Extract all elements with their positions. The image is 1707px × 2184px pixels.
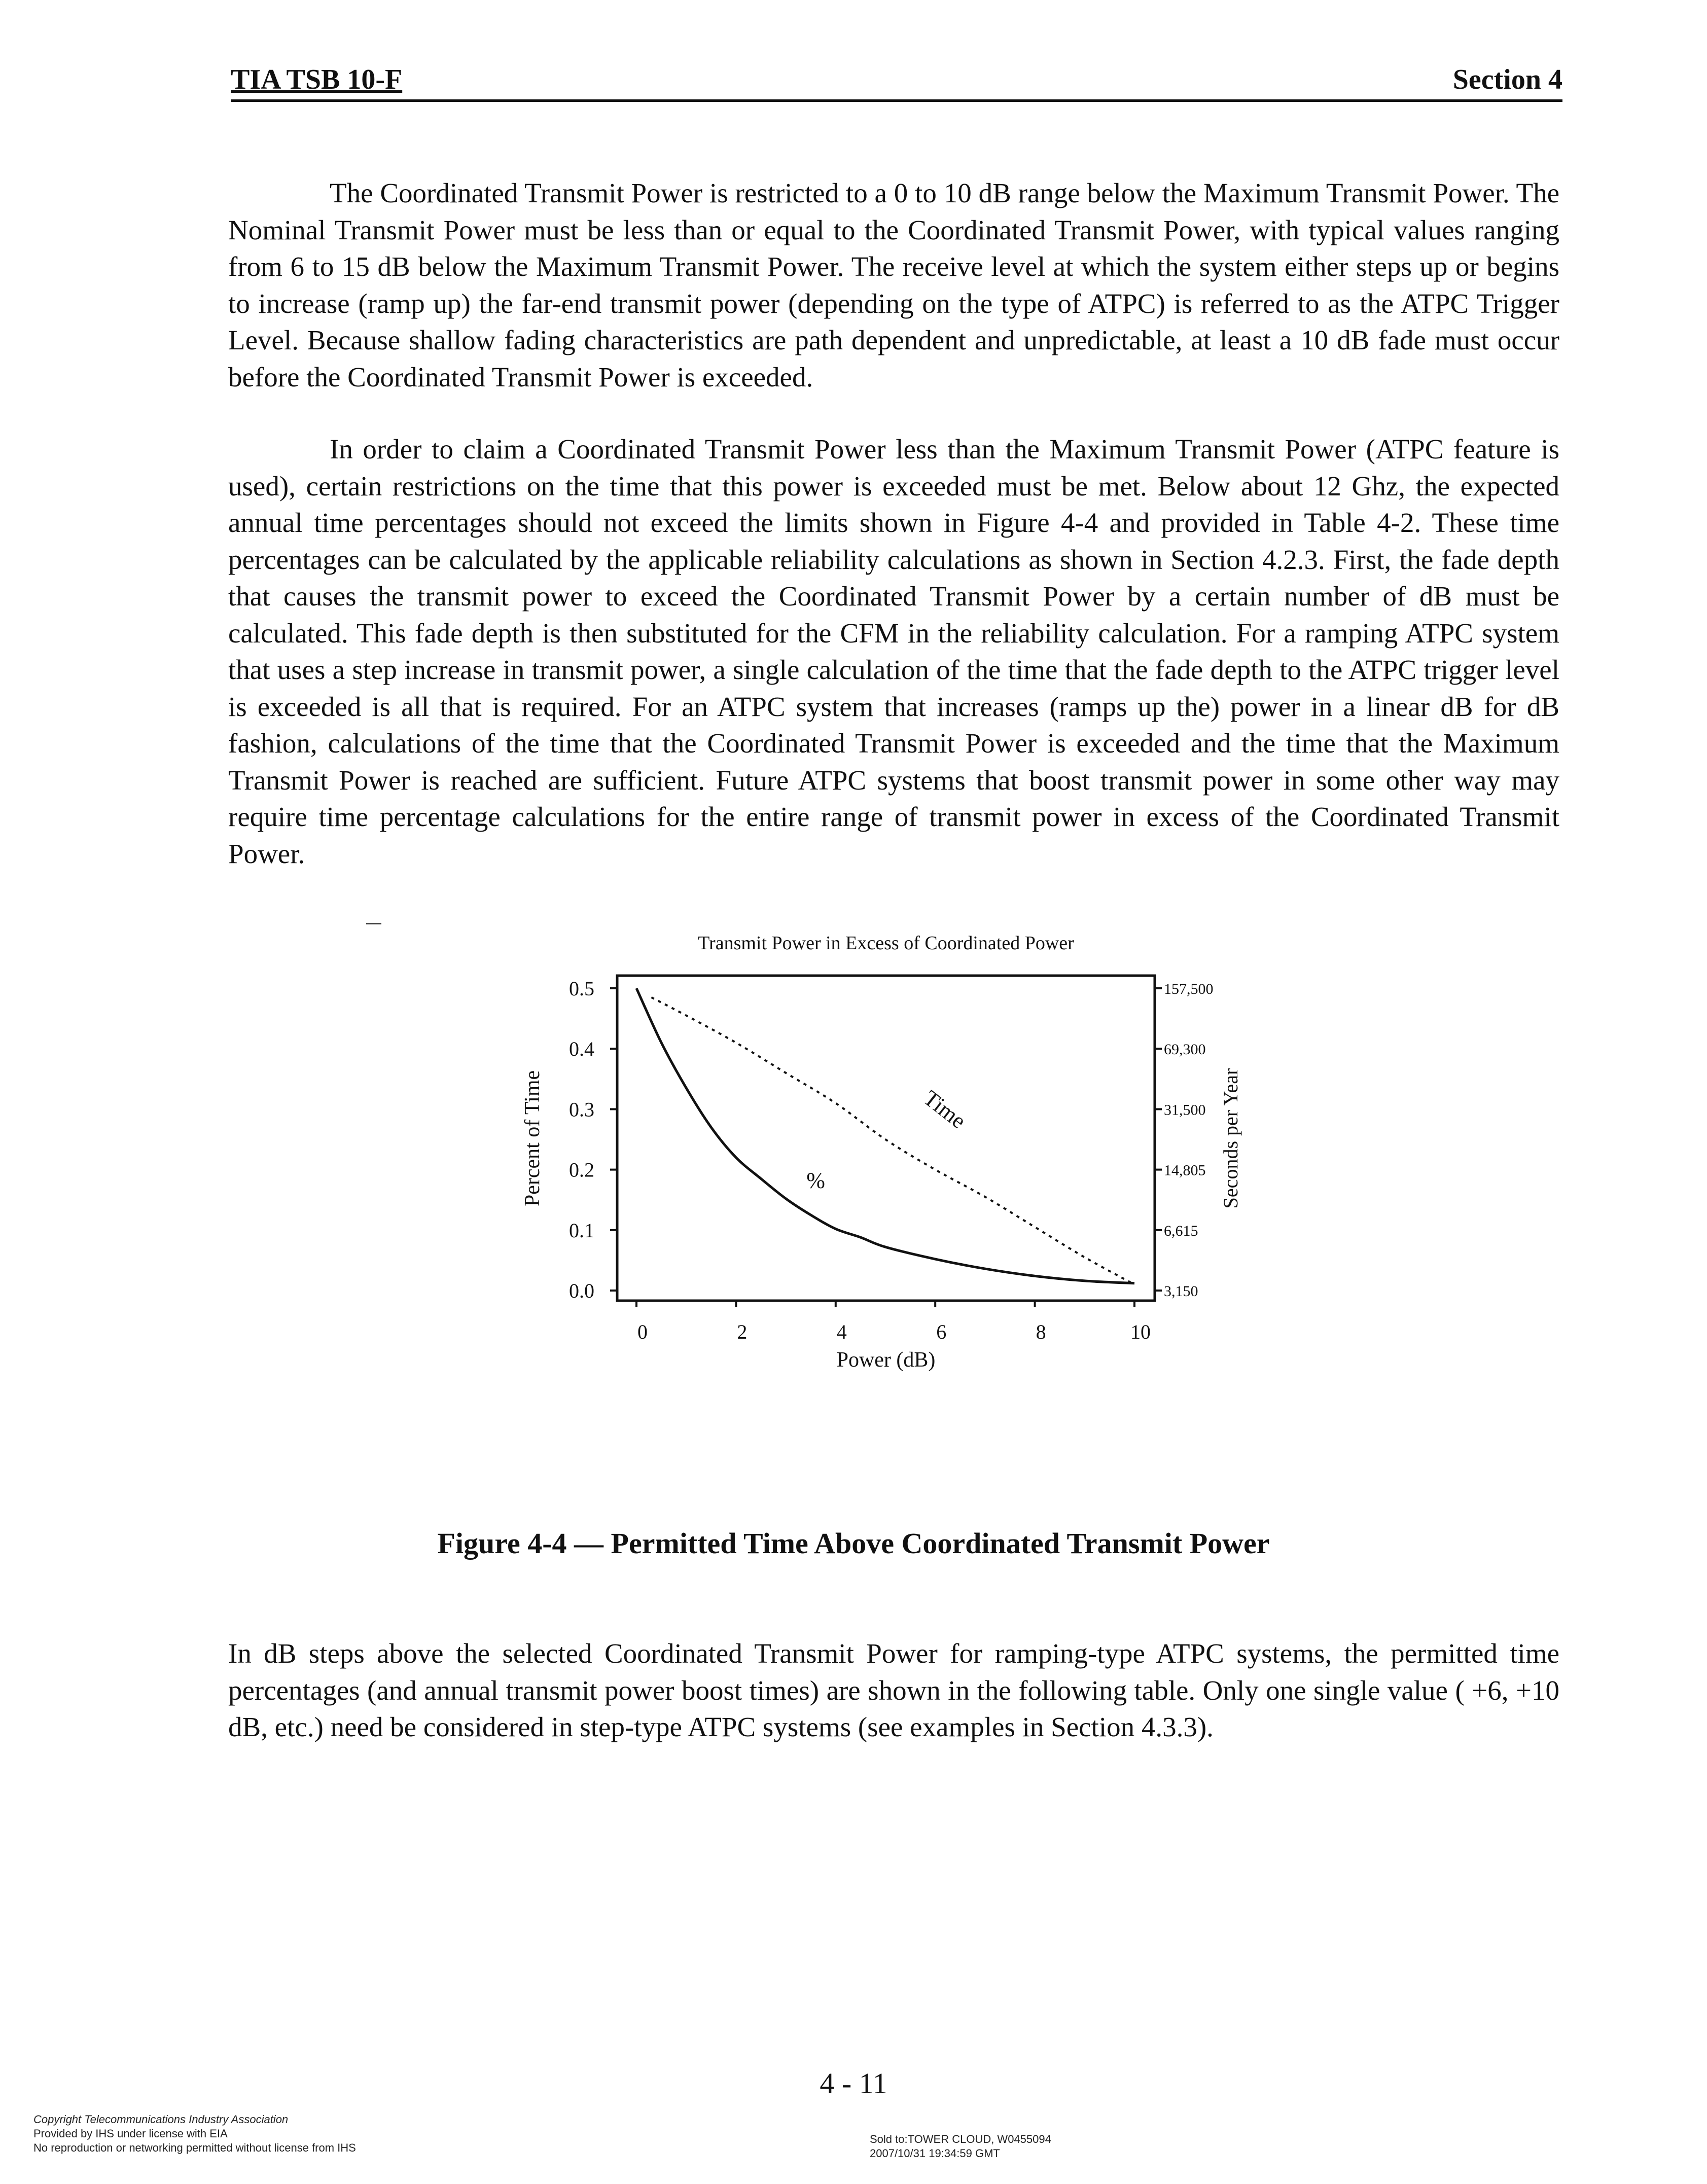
x-tick-label: 10 — [1130, 1320, 1151, 1343]
paragraph-3 — [228, 1635, 1559, 1746]
series-group — [636, 988, 1134, 1284]
y2-tick-label: 14,805 — [1164, 1162, 1206, 1179]
y-tick-label: 0.5 — [569, 977, 594, 1000]
document-id: TIA TSB 10-F — [231, 64, 403, 95]
page-number: 4 - 11 — [820, 2067, 887, 2100]
x-axis-ticks — [636, 1301, 1151, 1343]
y2-tick-label: 69,300 — [1164, 1041, 1206, 1058]
footer-no-reproduction: No reproduction or networking permitted without license from IHS — [33, 2141, 356, 2154]
plot-frame — [617, 976, 1155, 1301]
y-tick-label: 0.4 — [569, 1037, 594, 1061]
x-tick-label: 8 — [1036, 1320, 1046, 1343]
y-tick-label: 0.3 — [569, 1098, 594, 1121]
paragraph-text: The Coordinated Transmit Power is restricted to a 0 to 10 dB range below the Maximum Transmit Power. The Nominal Transmit Power must be less than or equal to the Coordinated Transmit Power, with typical values ranging from 6 to 15 dB below the Maximum Transmit Power. The receive level at which the system either steps up or begins to increase (ramp up) the far-end transmit power (depending on the type of ATPC) is referred to as the ATPC Trigger Level. Because shallow fading characteristics are path dependent and unpredictable, at least a 10 dB fade must occur before the Coordinated Transmit Power is exceeded. — [228, 177, 1559, 392]
y2-tick-label: 157,500 — [1164, 981, 1214, 997]
section-label: Section 4 — [1452, 64, 1562, 95]
paragraph-text: In order to claim a Coordinated Transmit Power less than the Maximum Transmit Power (ATPC feature is used), certain restrictions on the time that this power is exceeded must be met. Below about 12 Ghz, the expected annual time percentages should not exceed the limits shown in Figure 4-4 and provided in Table 4-2. These time percentages can be calculated by the applicable reliability calculations as shown in Section 4.2.3. First, the fade depth that causes the transmit power to exceed the Coordinated Transmit Power by a certain number of dB must be calculated. This fade depth is then substituted for the CFM in the reliability calculation. For a ramping ATPC system that uses a step increase in transmit power, a single calculation of the time that the fade depth to the ATPC trigger level is exceeded is all that is required. For an ATPC system that increases (ramps up the) power in a linear dB for dB fashion, calculations of the time that the Coordinated Transmit Power is exceeded and the time that the Maximum Transmit Power is reached are sufficient. Future ATPC systems that boost transmit power in some other way may require time percentage calculations for the entire range of transmit power in excess of the Coordinated Transmit Power. — [228, 434, 1559, 869]
footer-sold-to: Sold to:TOWER CLOUD, W0455094 — [870, 2133, 1051, 2145]
y2-axis-ticks — [1155, 981, 1214, 1300]
footer-left — [33, 2113, 356, 2155]
footer-provided-by: Provided by IHS under license with EIA — [33, 2127, 228, 2140]
y-axis-ticks — [569, 977, 617, 1302]
annotation-percent: % — [806, 1168, 825, 1193]
y-tick-label: 0.0 — [569, 1279, 594, 1302]
y2-tick-label: 31,500 — [1164, 1101, 1206, 1119]
footer-copyright: Copyright Telecommunications Industry Association — [33, 2113, 289, 2126]
series-line-percent — [636, 988, 1134, 1283]
x-axis-label: Power (dB) — [836, 1348, 936, 1372]
paragraph-text: In dB steps above the selected Coordinated Transmit Power for ramping-type ATPC systems, the permitted time percentages (and annual transmit power boost times) are shown in the following table. Only one single value ( +6, +10 dB, etc.) need be considered in step-type ATPC systems (see examples in Section 4.3.3). — [228, 1638, 1559, 1742]
chart-title: Transmit Power in Excess of Coordinated Power — [698, 933, 1074, 954]
y-axis-label: Percent of Time — [521, 1070, 544, 1207]
y-tick-label: 0.1 — [569, 1219, 594, 1242]
x-tick-label: 4 — [836, 1320, 847, 1343]
figure-caption: Figure 4-4 — Permitted Time Above Coordinated Transmit Power — [437, 1527, 1270, 1560]
footer-timestamp: 2007/10/31 19:34:59 GMT — [870, 2147, 1000, 2160]
y-tick-label: 0.2 — [569, 1158, 594, 1181]
series-line-time — [651, 997, 1134, 1284]
annotation-time: Time — [918, 1085, 971, 1134]
x-tick-label: 2 — [737, 1320, 748, 1343]
y2-tick-label: 6,615 — [1164, 1222, 1198, 1239]
x-tick-label: 6 — [936, 1320, 947, 1343]
y2-axis-label: Seconds per Year — [1219, 1068, 1242, 1209]
footer-right — [870, 2132, 1051, 2161]
x-tick-label: 0 — [637, 1320, 648, 1343]
y2-tick-label: 3,150 — [1164, 1283, 1198, 1300]
